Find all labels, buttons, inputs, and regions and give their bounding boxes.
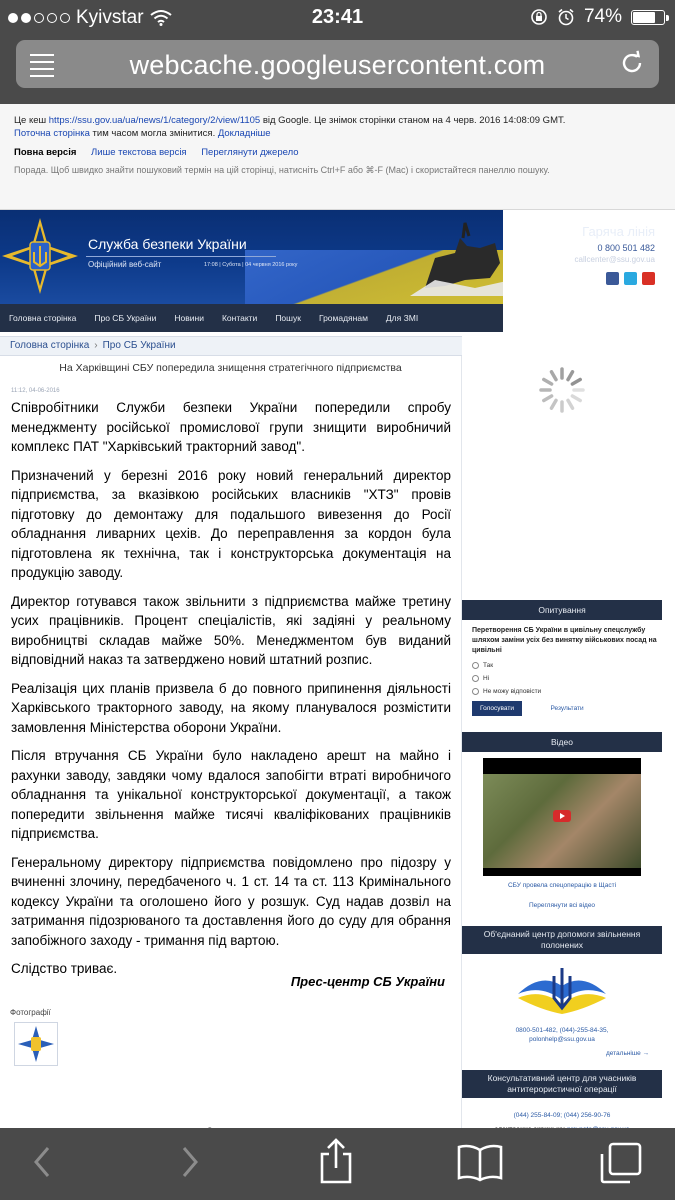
web-page [0, 104, 675, 1128]
all-videos-link[interactable]: Переглянути всі відео [528, 902, 596, 909]
radio-icon[interactable] [472, 675, 479, 682]
article [0, 356, 462, 1128]
main-nav [0, 304, 503, 332]
site-banner [0, 210, 503, 304]
center-more-link[interactable]: детальніше → [605, 1050, 649, 1057]
poll [472, 626, 662, 716]
breadcrumb [0, 336, 462, 356]
center-title: Об'єднаний центр допомоги звільнення полонених [462, 926, 662, 954]
clock: 23:41 [311, 6, 364, 28]
video-player[interactable] [483, 758, 641, 876]
browser-toolbar [0, 36, 675, 104]
hotline-box [503, 210, 675, 304]
search-tip: Порада. Щоб швидко знайти пошуковий термін на цій сторінці, натисніть Ctrl+F або ⌘-F (Mac) і скористайтеся панеллю пошуку. [14, 165, 550, 175]
reload-icon[interactable] [619, 50, 645, 76]
share-icon[interactable] [316, 1138, 356, 1186]
back-icon[interactable] [30, 1142, 54, 1182]
battery-icon [631, 10, 665, 25]
video-caption[interactable]: СБУ провела спецоперацію в Щасті [507, 882, 617, 889]
text-version-link[interactable]: Лише текстова версія [91, 147, 187, 158]
nav-item[interactable]: Громадянам [318, 313, 368, 323]
nav-item[interactable]: Для ЗМІ [385, 313, 419, 323]
consult-phones: (044) 255-84-09; (044) 256-90-76 [513, 1112, 611, 1119]
facebook-icon[interactable] [606, 272, 619, 285]
cache-text: Це кеш [14, 115, 49, 126]
battery-percent: 74% [583, 6, 622, 27]
article-paragraph: Реалізація цих планів призвела б до повного припинення діяльності Харківського тракторного заводу, на якому планувалося розмістити замовлення Міністерства оборони України. [11, 680, 451, 735]
article-body [11, 398, 451, 988]
poll-option[interactable] [472, 688, 662, 695]
article-signature: Прес-центр СБ України [290, 974, 445, 989]
radio-icon[interactable] [472, 688, 479, 695]
article-paragraph: Після втручання СБ України було накладено арешт на майно і рахунки заводу, завдяки чому вдалося запобігти втраті виробничого обладнання та унікальної конструкторської документації, а також попередити звільнення майже тисячі кваліфікованих працівників підприємства. [11, 748, 451, 841]
consult-title: Консультативний центр для учасників антитерористичної операції [462, 1070, 662, 1098]
site-subtitle: Офіційний веб-сайт [88, 260, 162, 269]
ssu-emblem-icon [15, 1023, 57, 1065]
poll-option[interactable] [472, 675, 662, 682]
poll-option-label: Так [483, 662, 494, 669]
ukraine-trident-icon [516, 964, 608, 1016]
url-text[interactable]: webcache.googleusercontent.com [129, 50, 546, 80]
article-paragraph: Слідство триває. [11, 961, 118, 976]
cache-text: від Google. Це знімок сторінки станом на 4 черв. 2016 14:08:09 GMT. [260, 115, 566, 126]
poll-option-label: Ні [483, 675, 490, 682]
view-source-link[interactable]: Переглянути джерело [201, 147, 299, 158]
article-paragraph: Співробітники Служби безпеки України попередили спробу менеджменту російської промислової групи знищити виробничий комплекс ПАТ "Харківський тракторний завод". [11, 400, 451, 454]
nav-spacer [503, 304, 675, 332]
hotline-phone[interactable]: 0 800 501 482 [597, 243, 655, 253]
cache-notice [0, 104, 675, 210]
bookmarks-icon[interactable] [456, 1142, 504, 1182]
radio-icon[interactable] [472, 662, 479, 669]
article-paragraph: Генеральному директору підприємства повідомлено про підозру у вчиненні злочину, передбаченого ч. 1 ст. 14 та ст. 113 Кримінального кодексу України та оголошено його у розшук. Суд надав дозвіл на затримання підозрюваного та доставлення його до суду для обрання запобіжного заходу - тримання під вартою. [11, 854, 451, 948]
play-icon[interactable] [553, 810, 571, 822]
full-version-label: Повна версія [14, 147, 77, 158]
poll-option-label: Не можу відповісти [483, 688, 542, 695]
center-email[interactable]: polonhelp@ssu.gov.ua [529, 1036, 595, 1043]
article-timestamp: 11:12, 04-06-2016 [11, 388, 60, 394]
carrier-name: Kyivstar [76, 7, 144, 28]
breadcrumb-section[interactable]: Про СБ України [102, 340, 176, 351]
twitter-icon[interactable] [624, 272, 637, 285]
sidebar [462, 336, 675, 1128]
browser-bottom-toolbar [0, 1128, 675, 1200]
breadcrumb-home[interactable]: Головна сторінка [10, 340, 90, 351]
video-title: Відео [462, 732, 662, 752]
poll-title: Опитування [462, 600, 662, 620]
youtube-icon[interactable] [642, 272, 655, 285]
nav-item[interactable]: Пошук [275, 313, 301, 323]
photo-thumbnail[interactable] [14, 1022, 58, 1066]
site-title: Служба безпеки України [88, 236, 247, 252]
title-divider [86, 256, 276, 257]
address-bar[interactable] [16, 40, 659, 88]
orientation-lock-icon [530, 8, 548, 26]
banner-date: 17:08 | Субота | 04 червня 2016 року [204, 262, 298, 268]
nav-item[interactable]: Про СБ України [94, 313, 157, 323]
nav-item[interactable]: Контакти [221, 313, 258, 323]
forward-icon[interactable] [178, 1142, 202, 1182]
article-paragraph: Директор готувався також звільнити з підприємства майже третину усих працівників. Процент спеціалістів, які задіяні у реальному виробництві складав майже 50%. Менеджментом був виданий відповідний наказ та затверджено новий штатний розпис. [11, 593, 451, 667]
alarm-icon [557, 8, 575, 26]
vote-button[interactable]: Голосувати [472, 701, 522, 716]
nav-item[interactable]: Головна сторінка [9, 313, 77, 323]
hotline-title: Гаряча лінія [582, 224, 655, 239]
loading-spinner-icon [538, 366, 586, 414]
poll-option[interactable] [472, 662, 662, 669]
cache-text: тим часом могла змінитися. [89, 128, 218, 139]
center-phones: 0800-501-482, (044)-255-84-35, [515, 1027, 609, 1034]
nav-item[interactable]: Новини [174, 313, 204, 323]
cached-url-link[interactable]: https://ssu.gov.ua/ua/news/1/category/2/view/1105 [48, 115, 261, 126]
results-link[interactable]: Результати [550, 705, 584, 712]
current-page-link[interactable]: Поточна сторінка [14, 128, 90, 139]
hotline-email[interactable]: callcenter@ssu.gov.ua [574, 255, 655, 264]
details-link[interactable]: Докладніше [217, 128, 271, 139]
photos-label: Фотографії [10, 1008, 51, 1017]
ssu-emblem-icon[interactable] [0, 216, 80, 296]
article-paragraph: Призначений у березні 2016 року новий генеральний директор підприємства, за вказівкою російських власників "ХТЗ" провів підготовку до демонтажу для подальшого вивезення до Росії обладнання ливарних цехів. До переправлення за кордон була підготовлена як технічна, так і конструкторська документація на продукцію заводу. [11, 467, 451, 580]
tabs-icon[interactable] [598, 1140, 644, 1186]
status-bar [0, 0, 675, 36]
social-links [503, 272, 655, 285]
poll-question: Перетворення СБ України в цивільну спецслужбу шляхом заміни усіх без винятку військових посад на цивільні [472, 627, 657, 654]
breadcrumb-separator-icon: › [94, 340, 98, 351]
article-headline: На Харківщині СБУ попередила знищення стратегічного підприємства [59, 362, 402, 374]
